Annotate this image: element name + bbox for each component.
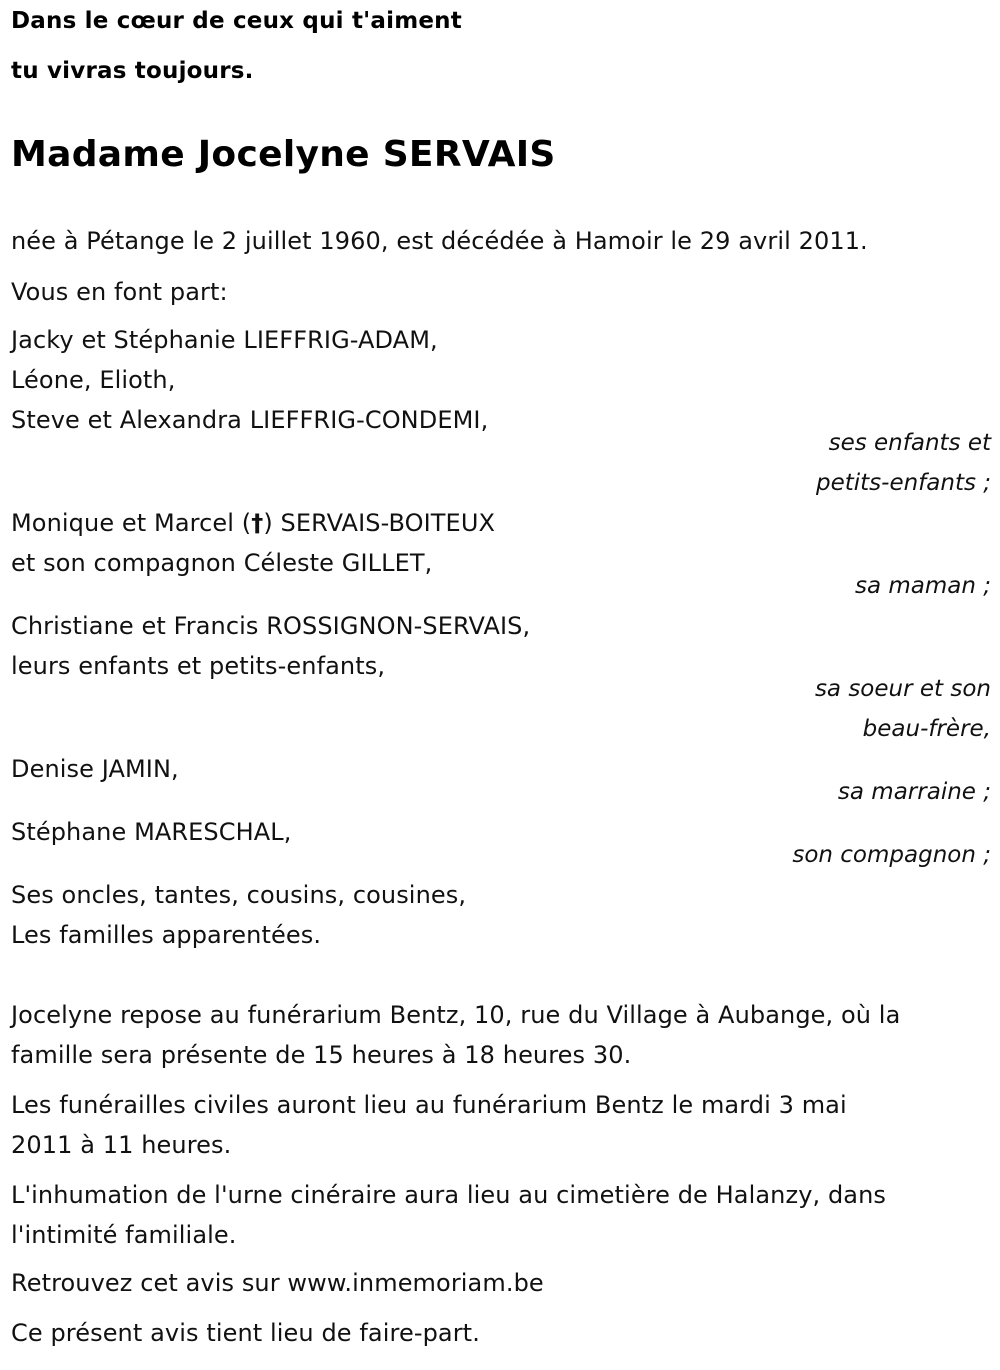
mother-line-2: et son compagnon Céleste GILLET, [11,549,433,577]
obituary-notice [11,0,991,1370]
partner-relation: son compagnon ; [792,842,991,868]
mother-relation: sa maman ; [854,573,991,599]
others-line-2: Les familles apparentées. [11,921,322,949]
children-line-3: Steve et Alexandra LIEFFRIG-CONDEMI, [11,406,489,434]
mother-line-1-after: ) SERVAIS-BOITEUX [263,509,496,537]
partner-line: Stéphane MARESCHAL, [11,818,292,846]
sister-line-2: leurs enfants et petits-enfants, [11,652,386,680]
sister-relation-line-2: beau-frère, [862,716,991,742]
godmother-relation: sa marraine ; [837,779,991,805]
deceased-name-title: Madame Jocelyne SERVAIS [11,134,556,175]
burial-line-1: L'inhumation de l'urne cinéraire aura lieu au cimetière de Halanzy, dans [11,1181,887,1209]
mother-line-1-before: Monique et Marcel ( [11,509,252,537]
website-line: Retrouvez cet avis sur www.inmemoriam.be [11,1269,544,1297]
children-relation-line-2: petits-enfants ; [815,470,991,496]
rest-line-1: Jocelyne repose au funérarium Bentz, 10, rue du Village à Aubange, où la [11,1001,901,1029]
godmother-line: Denise JAMIN, [11,755,179,783]
children-line-1: Jacky et Stéphanie LIEFFRIG-ADAM, [11,326,438,354]
motto-line-1: Dans le cœur de ceux qui t'aiment [11,8,462,34]
announce-line: Vous en font part: [11,278,228,306]
notice-line: Ce présent avis tient lieu de faire-part. [11,1319,480,1347]
mother-line-1 [11,509,495,537]
cross-icon: † [251,509,264,537]
sister-line-1: Christiane et Francis ROSSIGNON-SERVAIS, [11,612,531,640]
rest-line-2: famille sera présente de 15 heures à 18 heures 30. [11,1041,632,1069]
burial-line-2: l'intimité familiale. [11,1221,237,1249]
funeral-line-1: Les funérailles civiles auront lieu au funérarium Bentz le mardi 3 mai [11,1091,847,1119]
children-relation-line-1: ses enfants et [828,430,991,456]
funeral-line-2: 2011 à 11 heures. [11,1131,232,1159]
sister-relation-line-1: sa soeur et son [814,676,991,702]
birth-death-statement: née à Pétange le 2 juillet 1960, est décédée à Hamoir le 29 avril 2011. [11,227,868,255]
motto-line-2: tu vivras toujours. [11,58,254,84]
children-line-2: Léone, Elioth, [11,366,176,394]
others-line-1: Ses oncles, tantes, cousins, cousines, [11,881,467,909]
